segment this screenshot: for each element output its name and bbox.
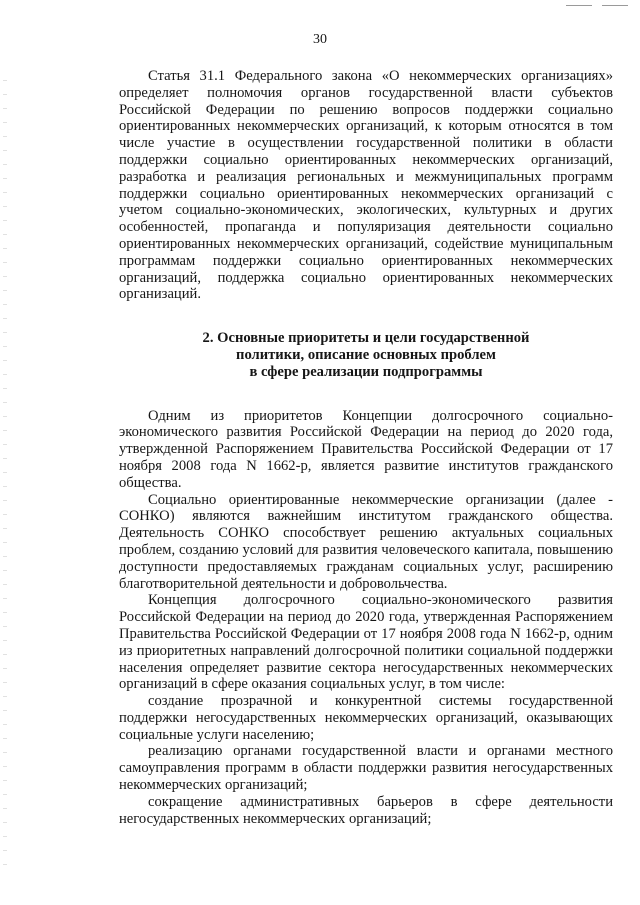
list-item-barrier-reduction: сокращение административных барьеров в сфере деятельности негосударственных некоммерческих организаций; [119,793,613,827]
document-body [119,68,613,827]
page-number: 30 [313,32,327,47]
paragraph-article-31-1: Статья 31.1 Федерального закона «О некоммерческих организациях» определяет полномочия органов государственной власти субъектов Российской Федерации по решению вопросов поддержки социально ориентированных некоммерческих организаций, к которым относятся в том числе участие в осуществлении государственной политики в области поддержки социально ориентированных некоммерческих организаций, разработка и реализация региональных и межмуниципальных программ поддержки социально ориентированных некоммерческих организаций с учетом социально-экономических, экологических, культурных и других особенностей, пропаганда и популяризация деятельности социально ориентированных некоммерческих организаций, содействие муниципальным программам поддержки социально ориентированных некоммерческих организаций, поддержка социально ориентированных некоммерческих организаций. [119,68,613,303]
scan-corner-marks [566,5,628,6]
paragraph-concept-priority: Одним из приоритетов Концепции долгосрочного социально-экономического развития Российской Федерации на период до 2020 года, утвержденной Распоряжением Правительства Российской Федерации от 17 ноября 2008 года N 1662-р, является развитие институтов гражданского общества. [119,407,613,491]
list-item-transparent-system: создание прозрачной и конкурентной системы государственной поддержки негосударственных некоммерческих организаций, оказывающих социальные услуги населению; [119,693,613,743]
section-heading-line-2: политики, описание основных проблем [236,346,496,363]
paragraph-concept-directions: Концепция долгосрочного социально-экономического развития Российской Федерации на период до 2020 года, утвержденная Распоряжением Правительства Российской Федерации от 17 ноября 2008 года N 1662-р, одним из приоритетных направлений долгосрочной политики социальной поддержки населения определяет развитие сектора негосударственных некоммерческих организаций в сфере оказания социальных услуг, в том числе: [119,592,613,693]
section-heading [119,330,613,380]
section-heading-line-1: 2. Основные приоритеты и цели государственной [202,330,530,347]
list-item-program-implementation: реализацию органами государственной власти и органами местного самоуправления программ в области поддержки развития негосударственных некоммерческих организаций; [119,743,613,794]
scan-edge-ticks [3,80,7,865]
paragraph-sonko-definition: Социально ориентированные некоммерческие организации (далее - СОНКО) являются важнейшим институтом гражданского общества. Деятельность СОНКО способствует решению актуальных социальных проблем, созданию условий для развития человеческого капитала, повышению доступности предоставляемых гражданам социальных услуг, расширению благотворительной деятельности и добровольчества. [119,491,613,592]
section-heading-line-3: в сфере реализации подпрограммы [249,363,483,380]
